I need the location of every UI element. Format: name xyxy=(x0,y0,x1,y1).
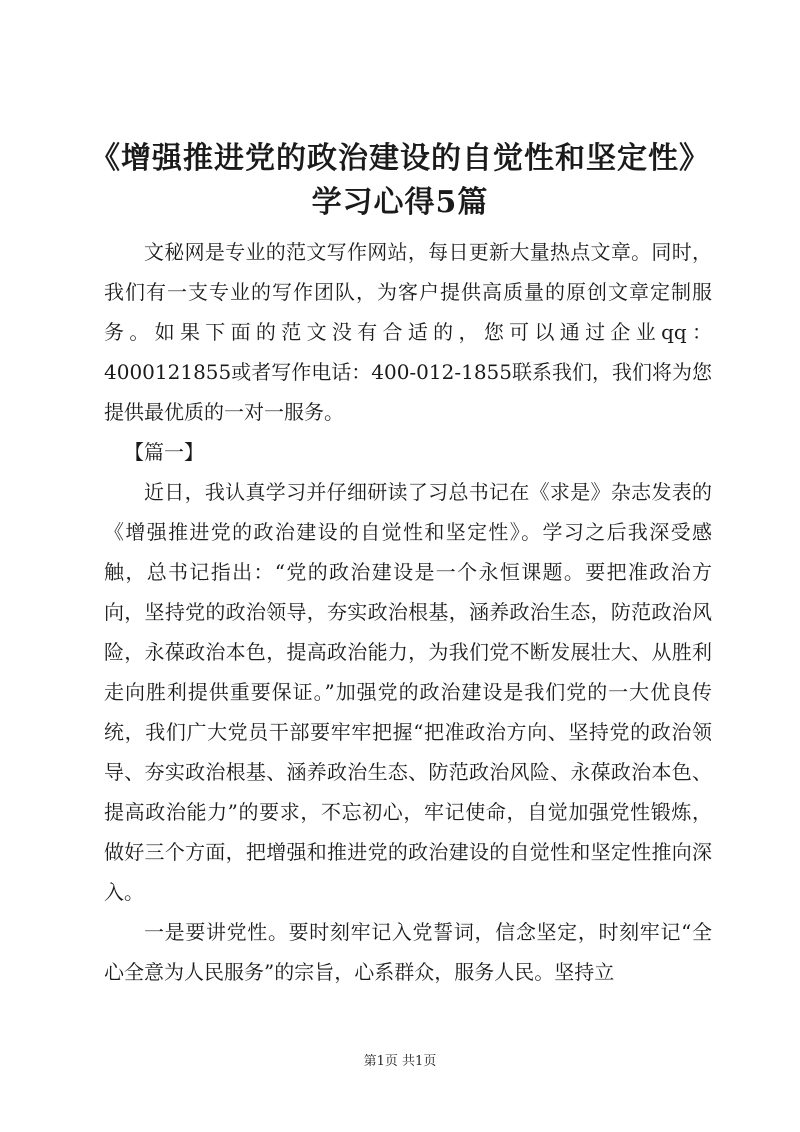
document-title-line-2: 学习心得5篇 xyxy=(311,185,489,220)
intro-paragraph: 文秘网是专业的范文写作网站，每日更新大量热点文章。同时，我们有一支专业的写作团队，为客户提供高质量的原创文章定制服务。如果下面的范文没有合适的，您可以通过企业qq：4000121855或者写作电话：400-012-1855联系我们，我们将为您提供最优质的一对一服务。 xyxy=(104,240,713,424)
body-paragraph-1: 近日，我认真学习并仔细研读了习总书记在《求是》杂志发表的《增强推进党的政治建设的自觉性和坚定性》。学习之后我深受感触，总书记指出：“党的政治建设是一个永恒课题。要把准政治方向，坚持党的政治领导，夯实政治根基，涵养政治生态，防范政治风险，永葆政治本色，提高政治能力，为我们党不断发展壮大、从胜利走向胜利提供重要保证。”加强党的政治建设是我们党的一大优良传统，我们广大党员干部要牢牢把握“把准政治方向、坚持党的政治领导、夯实政治根基、涵养政治生态、防范政治风险、永葆政治本色、提高政治能力”的要求，不忘初心，牢记使命，自觉加强党性锻炼，做好三个方面，把增强和推进党的政治建设的自觉性和坚定性推向深入。 xyxy=(104,480,712,904)
body-paragraph-2: 一是要讲党性。要时刻牢记入党誓词，信念坚定，时刻牢记“全心全意为人民服务”的宗旨，心系群众，服务人民。坚持立 xyxy=(104,920,712,984)
section-heading: 【篇一】 xyxy=(124,440,204,464)
page-footer: 第1页 共1页 xyxy=(363,1054,437,1069)
document-title-line-1: 《增强推进党的政治建设的自觉性和坚定性》 xyxy=(90,141,710,176)
document-body xyxy=(104,232,712,992)
